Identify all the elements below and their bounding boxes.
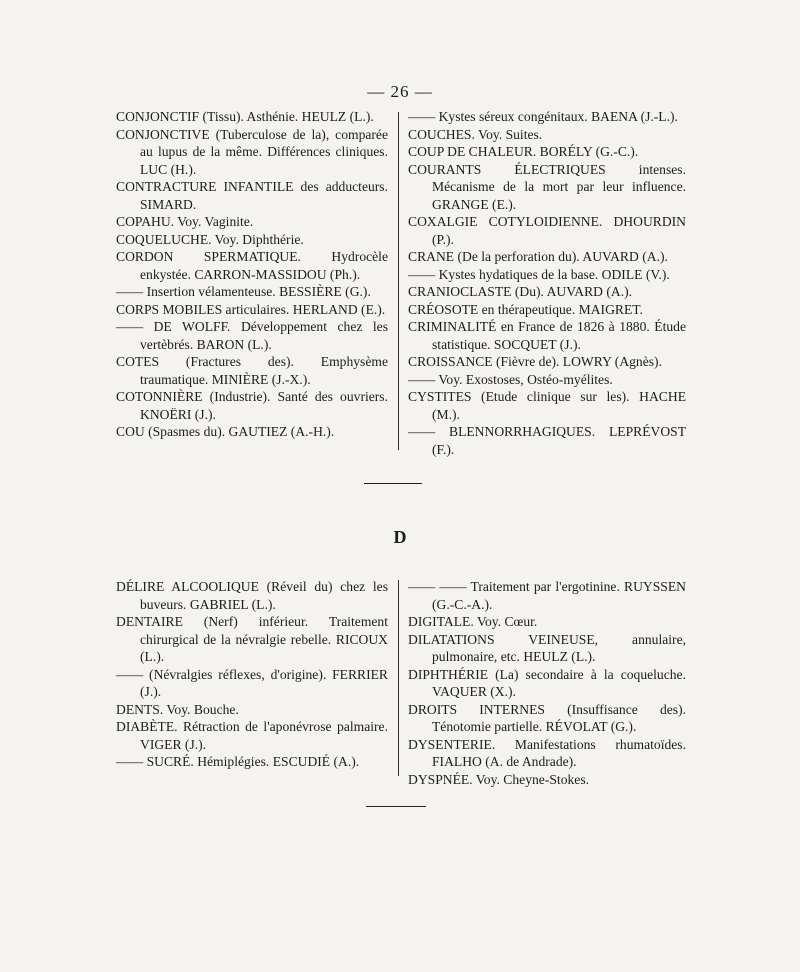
index-entry: DYSENTERIE. Manifestations rhumatoïdes. FIALHO (A. de Andrade). [408,736,686,769]
index-entry: COPAHU. Voy. Vaginite. [116,214,254,229]
index-entry: —— (Névralgies réflexes, d'origine). FERRIER (J.). [116,666,388,699]
section-letter: D [393,527,407,547]
index-entry: DÉLIRE ALCOOLIQUE (Réveil du) chez les buveurs. GABRIEL (L.). [116,579,388,612]
index-entry: DYSPNÉE. Voy. Cheyne-Stokes. [408,771,590,787]
index-entry: COUCHES. Voy. Suites. [408,126,543,142]
index-entry: COTONNIÈRE (Industrie). Santé des ouvriers. KNOËRI (J.). [116,389,388,422]
index-entry: DENTS. Voy. Bouche. [116,701,239,717]
index-column-bottom-left [116,578,388,771]
column-divider-top [398,112,399,450]
index-entry: DIABÈTE. Rétraction de l'aponévrose palmaire. VIGER (J.). [116,719,388,752]
index-column-bottom-right [408,578,686,788]
section-divider [364,483,422,484]
index-entry: CROISSANCE (Fièvre de). LOWRY (Agnès). [408,354,662,369]
index-entry: —— DE WOLFF. Développement chez les vertèbrés. BARON (L.). [116,319,388,352]
index-entry: CRANE (De la perforation du). AUVARD (A.). [408,249,668,264]
index-entry: DENTAIRE (Nerf) inférieur. Traitement chirurgical de la névralgie rebelle. RICOUX (L.). [116,614,388,664]
index-column-top-right [408,108,686,458]
page-number: — 26 — [367,82,433,101]
index-entry: COQUELUCHE. Voy. Diphthérie. [116,231,304,247]
index-entry: COXALGIE COTYLOIDIENNE. DHOURDIN (P.). [408,214,686,247]
index-entry: CRANIOCLASTE (Du). AUVARD (A.). [408,284,633,299]
index-entry: —— —— Traitement par l'ergotinine. RUYSSEN (G.-C.-A.). [408,579,686,612]
index-entry: COU (Spasmes du). GAUTIEZ (A.-H.). [116,424,335,439]
index-entry: —— Voy. Exostoses, Ostéo-myélites. [408,371,613,387]
index-entry: CRIMINALITÉ en France de 1826 à 1880. Étude statistique. SOCQUET (J.). [408,319,686,352]
index-entry: DILATATIONS VEINEUSE, annulaire, pulmonaire, etc. HEULZ (L.). [408,631,686,664]
index-entry: CRÉOSOTE en thérapeutique. MAIGRET. [408,301,643,317]
index-entry: CONJONCTIVE (Tuberculose de la), comparée au lupus de la même. Différences cliniques. LUC (H.). [116,126,388,177]
index-entry: CORPS MOBILES articulaires. HERLAND (E.). [116,301,386,317]
index-entry: CORDON SPERMATIQUE. Hydrocèle enkystée. CARRON-MASSIDOU (Ph.). [116,249,388,282]
index-entry: —— BLENNORRHAGIQUES. LEPRÉVOST (F.). [408,424,686,457]
index-entry: CONJONCTIF (Tissu). Asthénie. HEULZ (L.). [116,109,374,124]
index-entry: —— SUCRÉ. Hémiplégies. ESCUDIÉ (A.). [116,754,360,769]
index-entry: DIPHTHÉRIE (La) secondaire à la coqueluche. VAQUER (X.). [408,666,686,699]
index-entry: DIGITALE. Voy. Cœur. [408,614,538,629]
index-column-top-left [116,108,388,441]
index-entry: —— Kystes hydatiques de la base. ODILE (V.). [408,266,670,282]
index-entry: COUP DE CHALEUR. BORÉLY (G.-C.). [408,144,639,159]
index-entry: COURANTS ÉLECTRIQUES intenses. Mécanisme de la mort par leur influence. GRANGE (E.). [408,161,686,212]
index-entry: CYSTITES (Etude clinique sur les). HACHE (M.). [408,389,686,422]
index-entry: CONTRACTURE INFANTILE des adducteurs. SIMARD. [116,179,388,212]
column-divider-bottom [398,580,399,776]
index-entry: COTES (Fractures des). Emphysème traumatique. MINIÈRE (J.-X.). [116,354,388,387]
end-rule [366,806,426,807]
index-entry: —— Insertion vélamenteuse. BESSIÈRE (G.). [116,284,371,299]
index-entry: —— Kystes séreux congénitaux. BAENA (J.-L.). [408,109,678,124]
index-entry: DROITS INTERNES (Insuffisance des). Ténotomie partielle. RÉVOLAT (G.). [408,701,686,734]
